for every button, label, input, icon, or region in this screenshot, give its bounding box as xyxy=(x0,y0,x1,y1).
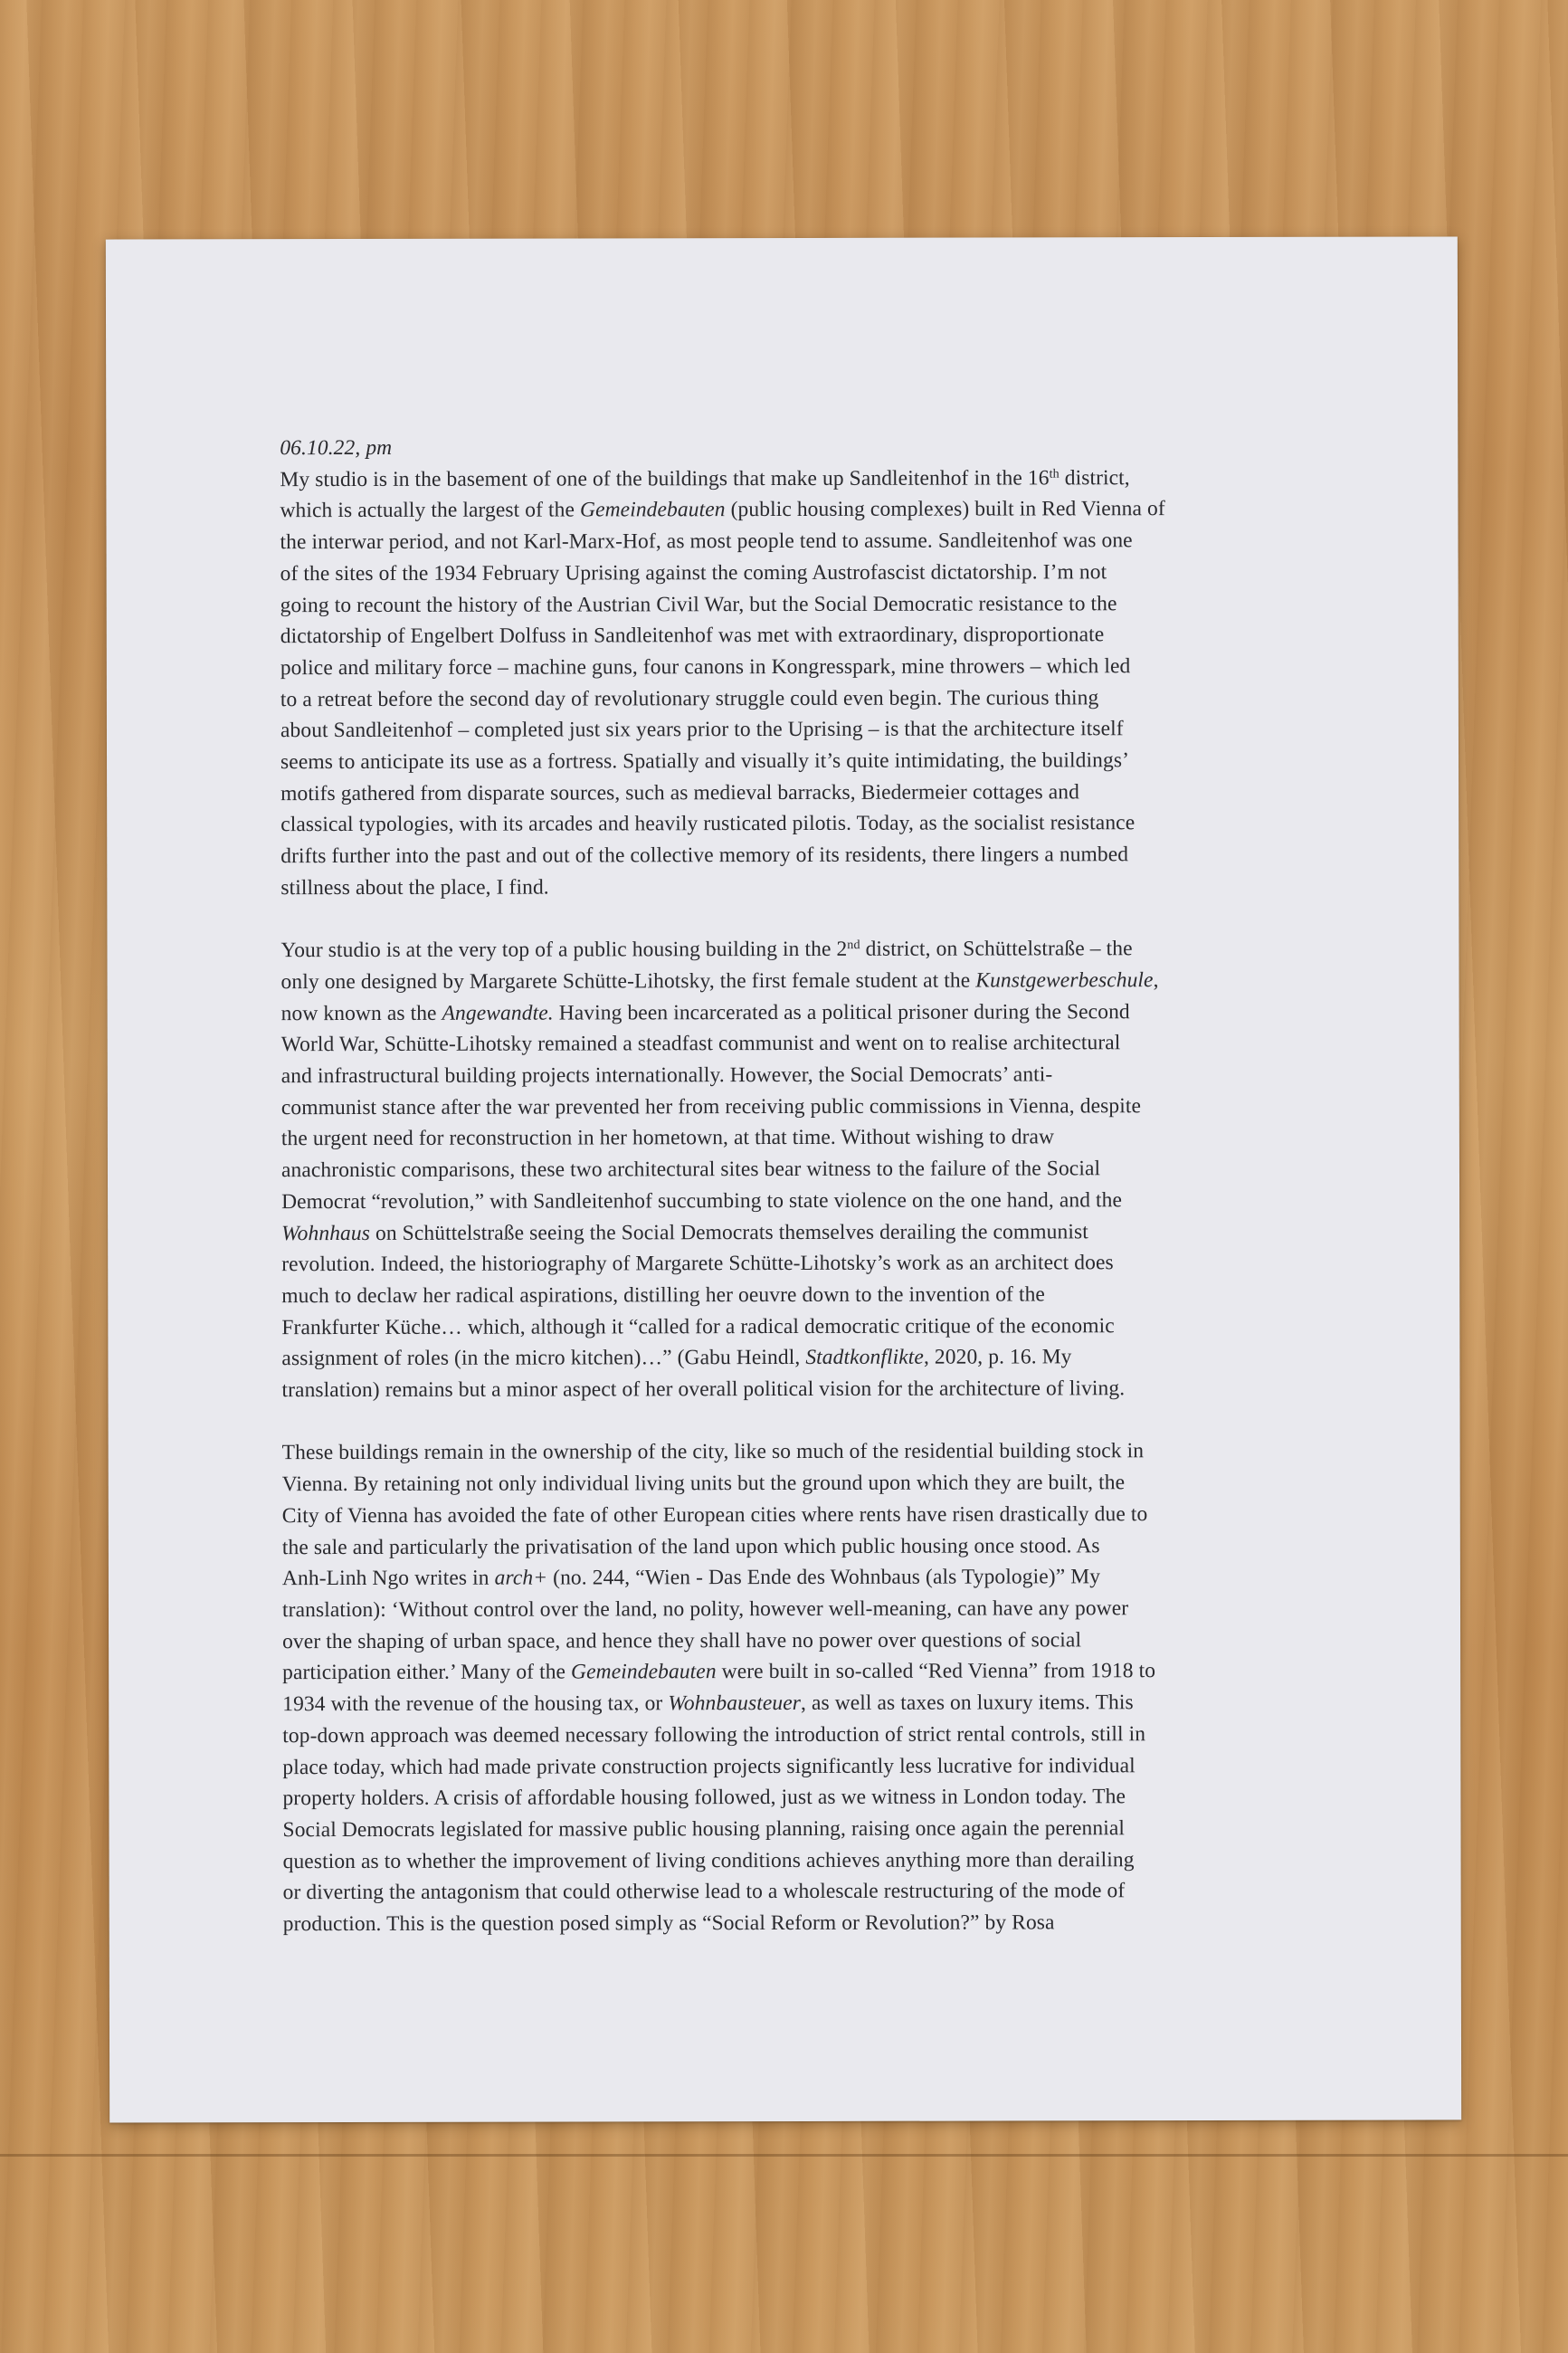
text-run: (public housing complexes) built in Red Vienna of xyxy=(725,497,1165,522)
italic-term: arch+ xyxy=(494,1566,548,1590)
paragraphs-container xyxy=(280,462,1278,1940)
italic-term: Wohnbausteuer xyxy=(668,1691,802,1716)
text-line xyxy=(281,1373,1277,1406)
text-run: or diverting the antagonism that could otherwise lead to a wholescale restructuring of the mode of xyxy=(282,1879,1126,1905)
text-line xyxy=(282,1529,1278,1563)
text-line xyxy=(282,1561,1278,1595)
text-line xyxy=(281,1059,1277,1092)
date-heading: 06.10.22, pm xyxy=(280,435,393,461)
text-run: question as to whether the improvement of living conditions achieves anything more than derailing xyxy=(282,1847,1135,1873)
ordinal-suffix: nd xyxy=(847,938,860,953)
text-run: translation): ‘Without control over the land, no polity, however well-meaning, can have any power xyxy=(281,1596,1129,1623)
text-run: which is actually the largest of the xyxy=(280,498,581,523)
text-line xyxy=(281,1185,1277,1218)
text-line xyxy=(282,1719,1278,1752)
text-line xyxy=(280,587,1276,621)
text-run: now known as the xyxy=(280,1001,442,1025)
text-line xyxy=(283,1907,1278,1940)
text-run: , xyxy=(1153,968,1159,993)
text-line xyxy=(282,1467,1278,1500)
text-run: about Sandleitenhof – completed just six years prior to the Uprising – is that the architecture itself xyxy=(280,717,1124,743)
text-run: of the sites of the 1934 February Uprising against the coming Austrofascist dictatorship. I’m not xyxy=(280,560,1107,586)
text-run: going to recount the history of the Austrian Civil War, but the Social Democratic resistance to the xyxy=(280,591,1117,617)
italic-term: Gemeindebauten xyxy=(579,498,726,522)
text-line xyxy=(281,1215,1277,1249)
text-run: revolution. Indeed, the historiography of Margarete Schütte-Lihotsky’s work as an architect does xyxy=(281,1251,1114,1277)
text-line xyxy=(280,776,1276,810)
text-line xyxy=(283,1875,1278,1909)
text-line xyxy=(281,996,1277,1029)
text-line xyxy=(282,1593,1278,1626)
text-run: place today, which had made private construction projects significantly less lucrative for individual xyxy=(282,1753,1136,1779)
text-run: district, on Schüttelstraße – the xyxy=(860,937,1133,962)
italic-term: Angewandte. xyxy=(442,1001,554,1025)
text-line xyxy=(280,807,1276,841)
text-run: the sale and particularly the privatisation of the land upon which public housing once stood. As xyxy=(281,1533,1100,1559)
text-run: and infrastructural building projects internationally. However, the Social Democrats’ anti- xyxy=(280,1062,1053,1089)
text-line xyxy=(280,745,1276,778)
text-line xyxy=(282,1435,1278,1469)
text-run: seems to anticipate its use as a fortress. Spatially and visually it’s quite intimidating, the buildings’ xyxy=(280,748,1130,775)
text-run: Vienna. By retaining not only individual living units but the ground upon which they are built, the xyxy=(281,1471,1126,1497)
text-line xyxy=(280,462,1275,496)
text-run: stillness about the place, I find. xyxy=(280,875,549,900)
text-run: motifs gathered from disparate sources, such as medieval barracks, Biedermeier cottages and xyxy=(280,780,1079,805)
text-run: Democrat “revolution,” with Sandleitenhof succumbing to state violence on the one hand, and the xyxy=(281,1188,1123,1215)
text-run: much to declaw her radical aspirations, distilling her oeuvre down to the invention of the xyxy=(281,1282,1045,1309)
text-run: Anh-Linh Ngo writes in xyxy=(281,1566,495,1591)
text-line xyxy=(280,713,1276,747)
text-run: These buildings remain in the ownership of the city, like so much of the residential building stock in xyxy=(281,1439,1145,1465)
text-line xyxy=(282,1687,1278,1720)
text-line xyxy=(281,1121,1277,1155)
text-run: police and military force – machine guns, four canons in Kongresspark, mine throwers – which led xyxy=(280,654,1131,681)
italic-term: Gemeindebauten xyxy=(571,1660,717,1684)
text-run: production. This is the question posed simply as “Social Reform or Revolution?” by Rosa xyxy=(282,1910,1055,1937)
text-run: translation) remains but a minor aspect of her overall political vision for the architecture of living. xyxy=(281,1377,1126,1403)
text-run: only one designed by Margarete Schütte-Lihotsky, the first female student at the xyxy=(280,968,976,995)
text-run: dictatorship of Engelbert Dolfuss in Sandleitenhof was met with extraordinary, disproportionate xyxy=(280,623,1105,649)
text-line xyxy=(280,681,1276,715)
text-line xyxy=(280,839,1276,872)
text-run: classical typologies, with its arcades and heavily rusticated pilotis. Today, as the socialist resistance xyxy=(280,811,1136,837)
italic-term: Kunstgewerbeschule xyxy=(975,968,1154,993)
text-line xyxy=(282,1813,1278,1846)
text-line xyxy=(281,1310,1277,1344)
text-run: property holders. A crisis of affordable housing followed, just as we witness in London today. The xyxy=(282,1785,1126,1811)
text-line xyxy=(280,557,1276,590)
text-run: over the shaping of urban space, and hence they shall have no power over questions of social xyxy=(282,1627,1082,1653)
text-line xyxy=(281,1247,1277,1281)
paper-sheet xyxy=(106,236,1461,2122)
text-line xyxy=(280,619,1276,653)
text-line xyxy=(280,493,1275,527)
text-run: were built in so-called “Red Vienna” from 1918 to xyxy=(716,1659,1156,1684)
text-run: anachronistic comparisons, these two architectural sites bear witness to the failure of the Social xyxy=(280,1157,1101,1183)
paragraph xyxy=(280,933,1277,1406)
text-line xyxy=(281,1091,1277,1124)
text-run: the urgent need for reconstruction in her hometown, at that time. Without wishing to draw xyxy=(280,1125,1055,1151)
text-run: district, xyxy=(1059,465,1130,491)
text-line xyxy=(280,525,1275,558)
text-line xyxy=(280,871,1276,904)
text-run: World War, Schütte-Lihotsky remained a steadfast communist and went on to realise architectural xyxy=(280,1031,1121,1057)
document-text xyxy=(280,431,1278,1972)
ordinal-suffix: th xyxy=(1049,466,1060,481)
text-run: Having been incarcerated as a political prisoner during the Second xyxy=(553,999,1130,1025)
text-line xyxy=(282,1781,1278,1815)
text-line xyxy=(281,1279,1277,1312)
text-line xyxy=(280,933,1276,967)
text-line xyxy=(282,1749,1278,1783)
text-run: Your studio is at the very top of a public housing building in the 2 xyxy=(280,938,848,963)
text-line xyxy=(282,1499,1278,1532)
text-run: City of Vienna has avoided the fate of other European cities where rents have risen drastically due to xyxy=(281,1502,1148,1529)
text-line xyxy=(281,1341,1277,1375)
text-line xyxy=(283,1843,1278,1877)
text-line xyxy=(281,1027,1277,1061)
text-run: participation either.’ Many of the xyxy=(282,1660,572,1685)
text-run: Social Democrats legislated for massive public housing planning, raising once again the perennial xyxy=(282,1816,1126,1843)
text-line xyxy=(280,651,1276,684)
text-run: (no. 244, “Wien - Das Ende des Wohnbaus (als Typologie)” My xyxy=(547,1565,1101,1590)
paragraph xyxy=(282,1435,1278,1940)
text-run: to a retreat before the second day of revolutionary struggle could even begin. The curious thing xyxy=(280,685,1099,711)
text-line xyxy=(281,1153,1277,1186)
paragraph xyxy=(280,462,1276,904)
text-run: communist stance after the war prevented her from receiving public commissions in Vienna, despite xyxy=(280,1093,1142,1119)
text-line xyxy=(282,1655,1278,1689)
text-line xyxy=(282,1624,1278,1658)
text-run: , 2020, p. 16. My xyxy=(923,1345,1072,1370)
text-run: top-down approach was deemed necessary following the introduction of strict rental controls, still in xyxy=(282,1721,1146,1748)
text-run: on Schüttelstraße seeing the Social Democrats themselves derailing the communist xyxy=(369,1219,1088,1245)
text-run: Frankfurter Küche… which, although it “called for a radical democratic critique of the economic xyxy=(281,1313,1115,1339)
italic-term: Stadtkonflikte xyxy=(805,1346,924,1370)
wood-board-seam xyxy=(0,2154,1568,2157)
text-run: , as well as taxes on luxury items. This xyxy=(800,1691,1134,1716)
text-run: 1934 with the revenue of the housing tax, or xyxy=(282,1691,669,1717)
text-line xyxy=(281,965,1277,998)
text-run: the interwar period, and not Karl-Marx-Hof, as most people tend to assume. Sandleitenhof was one xyxy=(280,529,1133,555)
text-run: drifts further into the past and out of the collective memory of its residents, there lingers a numbed xyxy=(280,843,1129,869)
italic-term: Wohnhaus xyxy=(281,1221,371,1245)
text-run: assignment of roles (in the micro kitchen)…” (Gabu Heindl, xyxy=(281,1346,806,1371)
text-run: My studio is in the basement of one of the buildings that make up Sandleitenhof in the 16 xyxy=(280,466,1050,491)
